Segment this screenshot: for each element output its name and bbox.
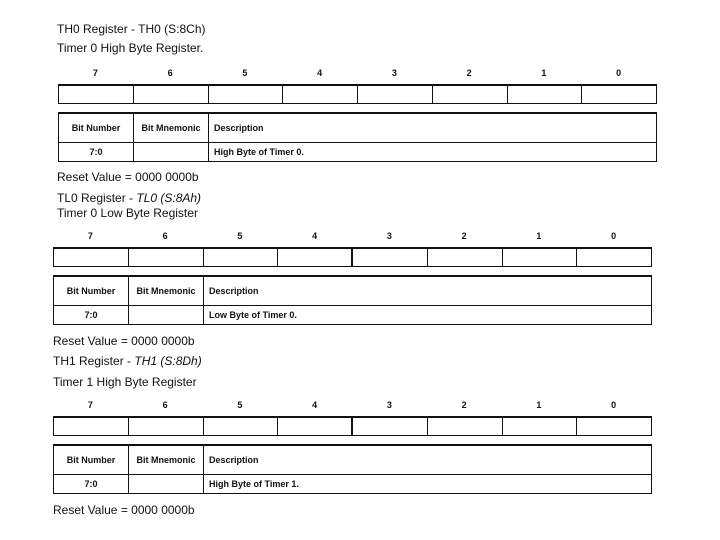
- header-bit-mnemonic: Bit Mnemonic: [129, 276, 204, 306]
- bit-cell: [54, 418, 129, 435]
- bit-cell: [129, 249, 204, 266]
- register-title: [57, 22, 205, 36]
- bit-cell: [204, 249, 279, 266]
- bit-cell: [577, 418, 652, 435]
- header-bit-mnemonic: Bit Mnemonic: [129, 445, 204, 475]
- register-title-main: TH0 Register - TH0 (S:8Ch): [57, 22, 206, 36]
- register-subtitle: Timer 0 High Byte Register.: [57, 41, 204, 55]
- bit-description-table: [58, 112, 657, 162]
- bit-label: 6: [167, 68, 173, 78]
- bit-label: 2: [466, 68, 472, 78]
- bit-cell: [134, 86, 209, 103]
- register-subtitle: Timer 1 High Byte Register: [53, 375, 197, 389]
- bit-cell: [283, 86, 358, 103]
- bit-cell: [428, 418, 503, 435]
- bit-label: 2: [461, 400, 467, 410]
- table-header-row: [54, 445, 652, 475]
- bit-label: 7: [87, 231, 93, 241]
- bit-cell: [428, 249, 503, 266]
- bit-label: 5: [237, 400, 243, 410]
- cell-bit-number: 7:0: [59, 143, 134, 162]
- bit-description-table: [53, 275, 652, 325]
- bit-cell: [204, 418, 279, 435]
- cell-description: Low Byte of Timer 0.: [204, 306, 652, 325]
- bit-label: 4: [317, 68, 323, 78]
- bit-cells-row: [53, 247, 652, 267]
- table-row: [54, 475, 652, 494]
- bit-number-labels: [53, 231, 651, 241]
- register-title: [53, 354, 202, 368]
- bit-cell: [358, 86, 433, 103]
- bit-label: 6: [162, 400, 168, 410]
- bit-cell: [59, 86, 134, 103]
- reset-value: Reset Value = 0000 0000b: [53, 503, 195, 517]
- register-title-italic: TL0 (S:8Ah): [136, 191, 202, 205]
- header-bit-number: Bit Number: [59, 113, 134, 143]
- register-title-italic: TH1 (S:8Dh): [134, 354, 202, 368]
- bit-label: 7: [87, 400, 93, 410]
- bit-label: 3: [386, 400, 392, 410]
- cell-bit-number: 7:0: [54, 306, 129, 325]
- table-header-row: [54, 276, 652, 306]
- bit-label: 5: [237, 231, 243, 241]
- bit-cell: [278, 249, 353, 266]
- cell-description: High Byte of Timer 0.: [209, 143, 657, 162]
- header-bit-mnemonic: Bit Mnemonic: [134, 113, 209, 143]
- header-description: Description: [204, 445, 652, 475]
- bit-cell: [54, 249, 129, 266]
- reset-value: Reset Value = 0000 0000b: [57, 170, 199, 184]
- cell-bit-mnemonic: [129, 306, 204, 325]
- cell-bit-mnemonic: [129, 475, 204, 494]
- bit-label: 1: [536, 231, 542, 241]
- bit-cells-row: [53, 416, 652, 436]
- bit-label: 7: [92, 68, 98, 78]
- bit-cell: [577, 249, 652, 266]
- bit-description-table: [53, 444, 652, 494]
- bit-label: 2: [461, 231, 467, 241]
- header-description: Description: [204, 276, 652, 306]
- bit-label: 1: [541, 68, 547, 78]
- bit-number-labels: [58, 68, 656, 78]
- header-bit-number: Bit Number: [54, 276, 129, 306]
- bit-cell: [503, 418, 578, 435]
- register-subtitle: Timer 0 Low Byte Register: [57, 206, 198, 220]
- bit-cell: [353, 249, 428, 266]
- bit-label: 1: [536, 400, 542, 410]
- bit-cell: [353, 418, 428, 435]
- bit-cells-row: [58, 84, 657, 104]
- table-header-row: [59, 113, 657, 143]
- bit-label: 4: [312, 400, 318, 410]
- bit-label: 3: [386, 231, 392, 241]
- bit-cell: [278, 418, 353, 435]
- cell-bit-number: 7:0: [54, 475, 129, 494]
- bit-label: 0: [611, 231, 617, 241]
- bit-cell: [433, 86, 508, 103]
- bit-number-labels: [53, 400, 651, 410]
- header-description: Description: [209, 113, 657, 143]
- register-title-main: TL0 Register -: [57, 191, 137, 205]
- register-title: [57, 191, 201, 205]
- bit-label: 0: [616, 68, 622, 78]
- bit-label: 3: [391, 68, 397, 78]
- bit-cell: [129, 418, 204, 435]
- cell-description: High Byte of Timer 1.: [204, 475, 652, 494]
- table-row: [54, 306, 652, 325]
- bit-cell: [209, 86, 284, 103]
- bit-cell: [508, 86, 583, 103]
- bit-cell: [582, 86, 657, 103]
- bit-label: 5: [242, 68, 248, 78]
- reset-value: Reset Value = 0000 0000b: [53, 334, 195, 348]
- bit-label: 4: [312, 231, 318, 241]
- bit-label: 6: [162, 231, 168, 241]
- cell-bit-mnemonic: [134, 143, 209, 162]
- table-row: [59, 143, 657, 162]
- header-bit-number: Bit Number: [54, 445, 129, 475]
- register-title-main: TH1 Register -: [53, 354, 135, 368]
- bit-cell: [503, 249, 578, 266]
- bit-label: 0: [611, 400, 617, 410]
